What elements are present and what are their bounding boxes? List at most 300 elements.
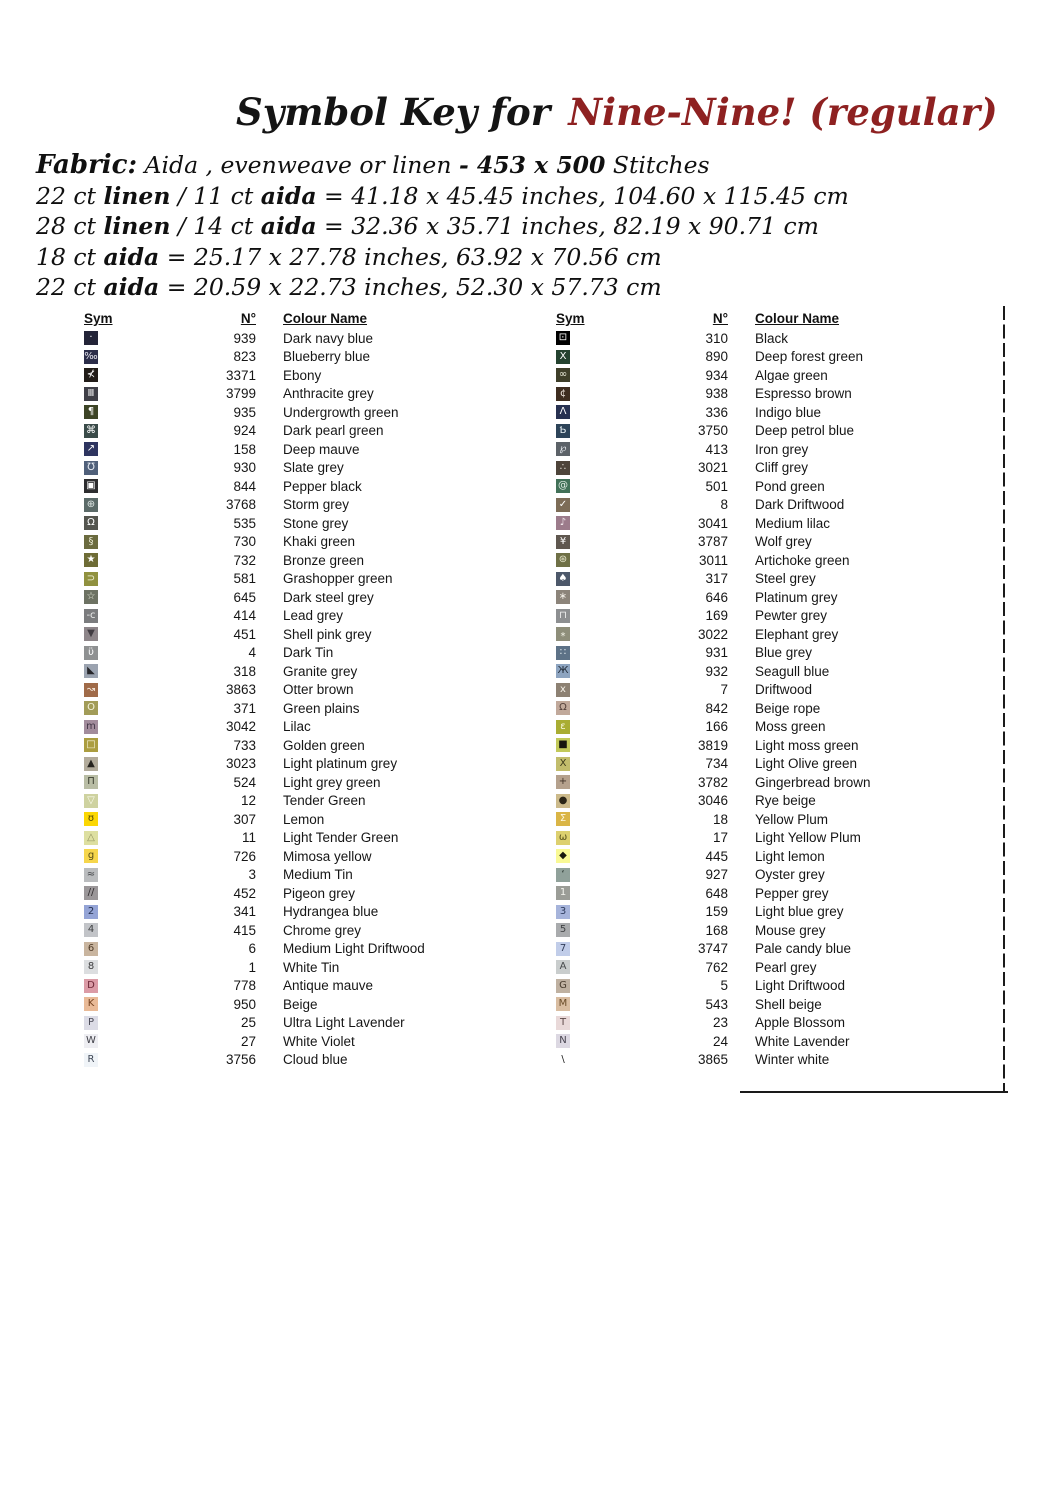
symbol-swatch: ◣ xyxy=(84,664,98,678)
colour-name: Tender Green xyxy=(283,793,366,809)
symbol-swatch: ε xyxy=(556,720,570,734)
dmc-number: 5 xyxy=(720,978,728,994)
fabric-label: Fabric: xyxy=(36,150,138,180)
symbol-swatch: ∴ xyxy=(556,461,570,475)
colour-name: Pigeon grey xyxy=(283,885,356,901)
size-line: 22 ct aida = 20.59 x 22.73 inches, 52.30 x 57.73 cm xyxy=(36,273,662,301)
symbol-swatch: O xyxy=(84,701,98,715)
table-row xyxy=(556,440,871,459)
size-line: 18 ct aida = 25.17 x 27.78 inches, 63.92 x 70.56 cm xyxy=(36,242,662,271)
colour-name: Stone grey xyxy=(283,515,349,531)
table-row xyxy=(556,329,871,348)
colour-name: Pond green xyxy=(755,478,825,494)
colour-name: Dark Driftwood xyxy=(755,497,845,513)
colour-name: Yellow Plum xyxy=(755,811,829,827)
table-row xyxy=(84,866,425,885)
dmc-number: 24 xyxy=(712,1033,728,1049)
table-row xyxy=(556,958,871,977)
colour-name: Pepper black xyxy=(283,478,362,494)
header-number: N° xyxy=(712,311,728,326)
colour-name: Grashopper green xyxy=(283,571,393,587)
table-row xyxy=(556,644,871,663)
dmc-number: 524 xyxy=(233,774,256,790)
table-header xyxy=(84,308,425,329)
table-row xyxy=(84,1014,425,1033)
symbol-swatch: ℘ xyxy=(556,442,570,456)
table-header xyxy=(556,308,871,329)
symbol-swatch: ▲ xyxy=(84,757,98,771)
colour-name: Light Olive green xyxy=(755,756,858,772)
symbol-swatch: Ʌ xyxy=(556,405,570,419)
table-row xyxy=(84,1051,425,1070)
table-row xyxy=(556,792,871,811)
colour-name: Beige xyxy=(283,996,318,1012)
header-number: N° xyxy=(240,311,256,326)
colour-name: Light blue grey xyxy=(755,904,844,920)
colour-name: Lead grey xyxy=(283,608,344,624)
table-row xyxy=(84,921,425,940)
colour-name: Cliff grey xyxy=(755,460,809,476)
dmc-number: 317 xyxy=(705,571,728,587)
colour-name: Winter white xyxy=(755,1052,830,1068)
symbol-swatch: ⊀ xyxy=(84,368,98,382)
table-row xyxy=(556,570,871,589)
symbol-swatch: ✓ xyxy=(556,498,570,512)
colour-name: Khaki green xyxy=(283,534,356,550)
symbol-swatch: ▼ xyxy=(84,627,98,641)
symbol-swatch: ↝ xyxy=(84,683,98,697)
colour-name: Chrome grey xyxy=(283,922,362,938)
table-row xyxy=(84,422,425,441)
colour-name: Golden green xyxy=(283,737,365,753)
table-border-vertical xyxy=(1003,306,1005,1093)
table-row xyxy=(84,403,425,422)
dmc-number: 3799 xyxy=(225,386,256,402)
symbol-swatch: ¢ xyxy=(556,387,570,401)
table-row xyxy=(556,940,871,959)
symbol-swatch: x xyxy=(556,683,570,697)
dmc-number: 842 xyxy=(705,700,728,716)
symbol-swatch: 2 xyxy=(84,905,98,919)
dmc-number: 732 xyxy=(233,552,256,568)
table-row xyxy=(84,718,425,737)
table-row xyxy=(556,551,871,570)
dmc-number: 11 xyxy=(241,830,256,846)
dmc-number: 543 xyxy=(705,996,728,1012)
table-row xyxy=(84,514,425,533)
colour-name: Dark Tin xyxy=(283,645,334,661)
colour-name: Espresso brown xyxy=(755,386,852,402)
colour-name: Shell beige xyxy=(755,996,822,1012)
symbol-swatch: R xyxy=(84,1053,98,1067)
table-border-bottom xyxy=(740,1091,1008,1093)
dmc-number: 452 xyxy=(233,885,256,901)
colour-name: Shell pink grey xyxy=(283,626,372,642)
symbol-swatch: ‰ xyxy=(84,350,98,362)
symbol-swatch: @ xyxy=(558,480,568,492)
symbol-swatch: Ƅ xyxy=(556,424,570,438)
colour-name: Light Driftwood xyxy=(755,978,846,994)
symbol-swatch: ʊ xyxy=(84,812,98,826)
symbol-swatch: ♠ xyxy=(556,572,570,586)
dmc-number: 3 xyxy=(248,867,256,883)
table-row xyxy=(556,681,871,700)
table-row xyxy=(556,385,871,404)
symbol-swatch: ♪ xyxy=(556,516,570,530)
symbol-swatch: G xyxy=(556,979,570,993)
dmc-number: 3787 xyxy=(697,534,728,550)
colour-name: Mouse grey xyxy=(755,922,826,938)
dmc-number: 371 xyxy=(233,700,256,716)
dmc-number: 927 xyxy=(705,867,728,883)
dmc-number: 938 xyxy=(705,386,728,402)
dmc-number: 778 xyxy=(233,978,256,994)
colour-name: Hydrangea blue xyxy=(283,904,379,920)
colour-name: Platinum grey xyxy=(755,589,838,605)
symbol-swatch: 1 xyxy=(556,886,570,900)
symbol-swatch: K xyxy=(84,997,98,1011)
colour-name: Ultra Light Lavender xyxy=(283,1015,405,1031)
header-sym: Sym xyxy=(84,311,113,326)
colour-name: White Violet xyxy=(283,1033,355,1049)
table-row xyxy=(556,773,871,792)
symbol-swatch: Ω xyxy=(84,516,98,530)
dmc-number: 3782 xyxy=(697,774,728,790)
colour-name: Blueberry blue xyxy=(283,349,371,365)
dmc-number: 7 xyxy=(720,682,728,698)
table-row xyxy=(84,625,425,644)
symbol-swatch: 7 xyxy=(556,942,570,956)
symbol-swatch: ∷ xyxy=(556,646,570,660)
symbol-swatch: 5 xyxy=(556,923,570,937)
table-row xyxy=(84,533,425,552)
symbol-swatch: Ⅲ xyxy=(84,387,98,401)
size-line: 28 ct linen / 14 ct aida = 32.36 x 35.71 inches, 82.19 x 90.71 cm xyxy=(36,212,819,240)
dmc-number: 168 xyxy=(705,922,728,938)
dmc-number: 3011 xyxy=(698,552,728,568)
colour-name: Lemon xyxy=(283,811,325,827)
dmc-number: 890 xyxy=(705,349,728,365)
colour-name: Green plains xyxy=(283,700,360,716)
symbol-swatch: D xyxy=(84,979,98,993)
table-row xyxy=(84,329,425,348)
colour-name: Gingerbread brown xyxy=(755,774,871,790)
colour-name: Light platinum grey xyxy=(283,756,398,772)
symbol-swatch: T xyxy=(556,1016,570,1030)
table-row xyxy=(84,995,425,1014)
colour-name: Medium lilac xyxy=(755,515,831,531)
colour-name: Dark navy blue xyxy=(283,330,374,346)
symbol-swatch: ⊓ xyxy=(556,609,570,623)
colour-name: Antique mauve xyxy=(283,978,374,994)
colour-name: Light Yellow Plum xyxy=(755,830,861,846)
dmc-number: 18 xyxy=(712,811,728,827)
table-row xyxy=(84,958,425,977)
size-line: 22 ct linen / 11 ct aida = 41.18 x 45.45 inches, 104.60 x 115.45 cm xyxy=(36,181,849,210)
symbol-swatch: ▣ xyxy=(84,479,98,493)
table-row xyxy=(84,348,425,367)
table-row xyxy=(556,884,871,903)
symbol-key-table-left xyxy=(84,308,425,1069)
table-row xyxy=(556,1014,871,1033)
symbol-swatch: ⊛ xyxy=(556,553,570,567)
dmc-number: 924 xyxy=(233,423,256,439)
dmc-number: 646 xyxy=(705,589,728,605)
colour-name: Deep forest green xyxy=(755,349,864,365)
symbol-swatch: ⊡ xyxy=(556,331,570,345)
symbol-swatch: Ж xyxy=(557,665,569,677)
dmc-number: 3042 xyxy=(225,719,256,735)
colour-name: Granite grey xyxy=(283,663,358,679)
table-row xyxy=(84,847,425,866)
table-row xyxy=(556,755,871,774)
colour-name: Lilac xyxy=(283,719,311,735)
dmc-number: 17 xyxy=(712,830,728,846)
symbol-swatch: ★ xyxy=(84,553,98,567)
symbol-swatch: ☆ xyxy=(84,590,98,604)
symbol-swatch: m xyxy=(84,720,98,734)
dmc-number: 935 xyxy=(233,404,256,420)
dmc-number: 931 xyxy=(705,645,728,661)
symbol-swatch: ■ xyxy=(556,738,570,752)
table-row xyxy=(84,977,425,996)
fabric-stitch-count: - 453 x 500 xyxy=(458,151,606,179)
table-row xyxy=(84,903,425,922)
colour-name: Seagull blue xyxy=(755,663,830,679)
dmc-number: 3747 xyxy=(697,941,728,957)
colour-name: Ebony xyxy=(283,367,322,383)
colour-name: Light lemon xyxy=(755,848,825,864)
page-title xyxy=(236,90,998,134)
fabric-desc: Aida , evenweave or linen xyxy=(137,151,459,179)
dmc-number: 581 xyxy=(233,571,256,587)
dmc-number: 648 xyxy=(705,885,728,901)
dmc-number: 3750 xyxy=(697,423,728,439)
table-row xyxy=(556,607,871,626)
fabric-info xyxy=(36,150,896,303)
dmc-number: 12 xyxy=(240,793,256,809)
table-row xyxy=(556,736,871,755)
symbol-swatch: A xyxy=(556,960,570,974)
colour-name: Rye beige xyxy=(755,793,816,809)
symbol-swatch: P xyxy=(84,1016,98,1030)
table-row xyxy=(556,662,871,681)
symbol-swatch: □ xyxy=(84,738,98,752)
table-row xyxy=(556,921,871,940)
table-row xyxy=(556,1051,871,1070)
table-row xyxy=(556,866,871,885)
table-row xyxy=(556,829,871,848)
table-row xyxy=(556,588,871,607)
colour-name: Medium Light Driftwood xyxy=(283,941,425,957)
dmc-number: 734 xyxy=(705,756,728,772)
symbol-swatch: ⊕ xyxy=(84,498,98,512)
dmc-number: 27 xyxy=(240,1033,256,1049)
colour-name: White Lavender xyxy=(755,1033,850,1049)
table-row xyxy=(84,644,425,663)
symbol-swatch: § xyxy=(84,535,98,549)
symbol-swatch: ● xyxy=(556,794,570,808)
symbol-swatch: W xyxy=(84,1034,98,1048)
dmc-number: 159 xyxy=(705,904,728,920)
colour-name: Pale candy blue xyxy=(755,941,852,957)
dmc-number: 823 xyxy=(233,349,256,365)
dmc-number: 6 xyxy=(248,941,256,957)
table-row xyxy=(84,810,425,829)
header-colour-name: Colour Name xyxy=(755,311,840,326)
dmc-number: 3768 xyxy=(225,497,256,513)
table-row xyxy=(84,829,425,848)
table-row xyxy=(84,1032,425,1051)
dmc-number: 4 xyxy=(248,645,256,661)
colour-name: Light grey green xyxy=(283,774,381,790)
dmc-number: 451 xyxy=(233,626,256,642)
symbol-swatch: ≈ xyxy=(84,868,98,882)
table-row xyxy=(84,699,425,718)
colour-name: Algae green xyxy=(755,367,828,383)
dmc-number: 169 xyxy=(705,608,728,624)
table-row xyxy=(84,570,425,589)
dmc-number: 415 xyxy=(233,922,256,938)
dmc-number: 3756 xyxy=(225,1052,256,1068)
table-row xyxy=(556,459,871,478)
symbol-swatch: ⌘ xyxy=(86,424,96,436)
dmc-number: 310 xyxy=(705,330,728,346)
dmc-number: 8 xyxy=(720,497,728,513)
table-row xyxy=(84,588,425,607)
symbol-swatch: X xyxy=(556,757,570,771)
table-row xyxy=(84,496,425,515)
dmc-number: 844 xyxy=(233,478,256,494)
symbol-swatch: · xyxy=(84,331,98,345)
dmc-number: 341 xyxy=(233,904,256,920)
dmc-number: 1 xyxy=(248,959,256,975)
colour-name: Apple Blossom xyxy=(755,1015,846,1031)
header-colour-name: Colour Name xyxy=(283,311,368,326)
symbol-swatch: Π xyxy=(84,775,98,789)
symbol-swatch: M xyxy=(556,997,570,1011)
dmc-number: 645 xyxy=(233,589,256,605)
symbol-swatch: ℧ xyxy=(84,461,98,475)
colour-name: Bronze green xyxy=(283,552,365,568)
symbol-swatch: ∗ xyxy=(556,590,570,604)
colour-name: Light moss green xyxy=(755,737,859,753)
table-row xyxy=(84,459,425,478)
dmc-number: 501 xyxy=(705,478,728,494)
colour-name: White Tin xyxy=(283,959,340,975)
title-red: Nine-Nine! (regular) xyxy=(568,90,998,134)
header-sym: Sym xyxy=(556,311,585,326)
colour-name: Black xyxy=(755,330,789,346)
dmc-number: 3041 xyxy=(697,515,728,531)
dmc-number: 535 xyxy=(233,515,256,531)
dmc-number: 336 xyxy=(705,404,728,420)
dmc-number: 3046 xyxy=(697,793,728,809)
dmc-number: 158 xyxy=(233,441,256,457)
colour-name: Dark pearl green xyxy=(283,423,384,439)
dmc-number: 932 xyxy=(705,663,728,679)
table-row xyxy=(84,477,425,496)
table-row xyxy=(84,551,425,570)
symbol-swatch: N xyxy=(556,1034,570,1048)
dmc-number: 726 xyxy=(233,848,256,864)
table-row xyxy=(556,1032,871,1051)
colour-name: Steel grey xyxy=(755,571,816,587)
dmc-number: 3022 xyxy=(697,626,728,642)
dmc-number: 3863 xyxy=(225,682,256,698)
dmc-number: 3021 xyxy=(697,460,728,476)
symbol-swatch: 4 xyxy=(84,923,98,937)
symbol-swatch: 6 xyxy=(84,942,98,956)
colour-name: Pepper grey xyxy=(755,885,829,901)
table-row xyxy=(556,995,871,1014)
colour-name: Pewter grey xyxy=(755,608,828,624)
symbol-swatch: △ xyxy=(84,831,98,845)
dmc-number: 950 xyxy=(233,996,256,1012)
table-row xyxy=(556,699,871,718)
table-row xyxy=(84,607,425,626)
table-row xyxy=(84,884,425,903)
table-row xyxy=(84,755,425,774)
symbol-swatch: \ xyxy=(561,1053,565,1065)
colour-name: Otter brown xyxy=(283,682,354,698)
dmc-number: 23 xyxy=(712,1015,728,1031)
symbol-swatch: ¶ xyxy=(84,405,98,419)
table-row xyxy=(84,681,425,700)
colour-name: Cloud blue xyxy=(283,1052,348,1068)
dmc-number: 3819 xyxy=(697,737,728,753)
dmc-number: 307 xyxy=(233,811,256,827)
colour-name: Iron grey xyxy=(755,441,809,457)
dmc-number: 318 xyxy=(233,663,256,679)
table-row xyxy=(556,533,871,552)
symbol-swatch: ∞ xyxy=(556,368,570,382)
dmc-number: 934 xyxy=(705,367,728,383)
dmc-number: 939 xyxy=(233,330,256,346)
dmc-number: 166 xyxy=(705,719,728,735)
table-row xyxy=(556,422,871,441)
colour-name: Medium Tin xyxy=(283,867,353,883)
title-black: Symbol Key for xyxy=(236,90,551,134)
table-row xyxy=(556,366,871,385)
colour-name: Indigo blue xyxy=(755,404,822,420)
symbol-swatch: Ω xyxy=(556,701,570,715)
dmc-number: 414 xyxy=(233,608,256,624)
table-row xyxy=(556,810,871,829)
dmc-number: 445 xyxy=(705,848,728,864)
dmc-number: 413 xyxy=(705,441,728,457)
table-row xyxy=(84,385,425,404)
colour-name: Oyster grey xyxy=(755,867,825,883)
symbol-swatch: ↗ xyxy=(84,442,98,456)
colour-name: Mimosa yellow xyxy=(283,848,372,864)
symbol-swatch: // xyxy=(84,886,98,900)
colour-name: Light Tender Green xyxy=(283,830,399,846)
symbol-swatch: ω xyxy=(556,831,570,845)
fabric-line xyxy=(36,150,896,181)
colour-name: Pearl grey xyxy=(755,959,817,975)
symbol-swatch: ◆ xyxy=(556,849,570,863)
dmc-number: 3865 xyxy=(697,1052,728,1068)
table-row xyxy=(556,514,871,533)
symbol-swatch: ⊃ xyxy=(84,572,98,586)
symbol-swatch: 8 xyxy=(84,960,98,974)
dmc-number: 733 xyxy=(233,737,256,753)
table-row xyxy=(84,773,425,792)
table-row xyxy=(556,477,871,496)
symbol-swatch: Σ xyxy=(556,812,570,826)
colour-name: Beige rope xyxy=(755,700,821,716)
